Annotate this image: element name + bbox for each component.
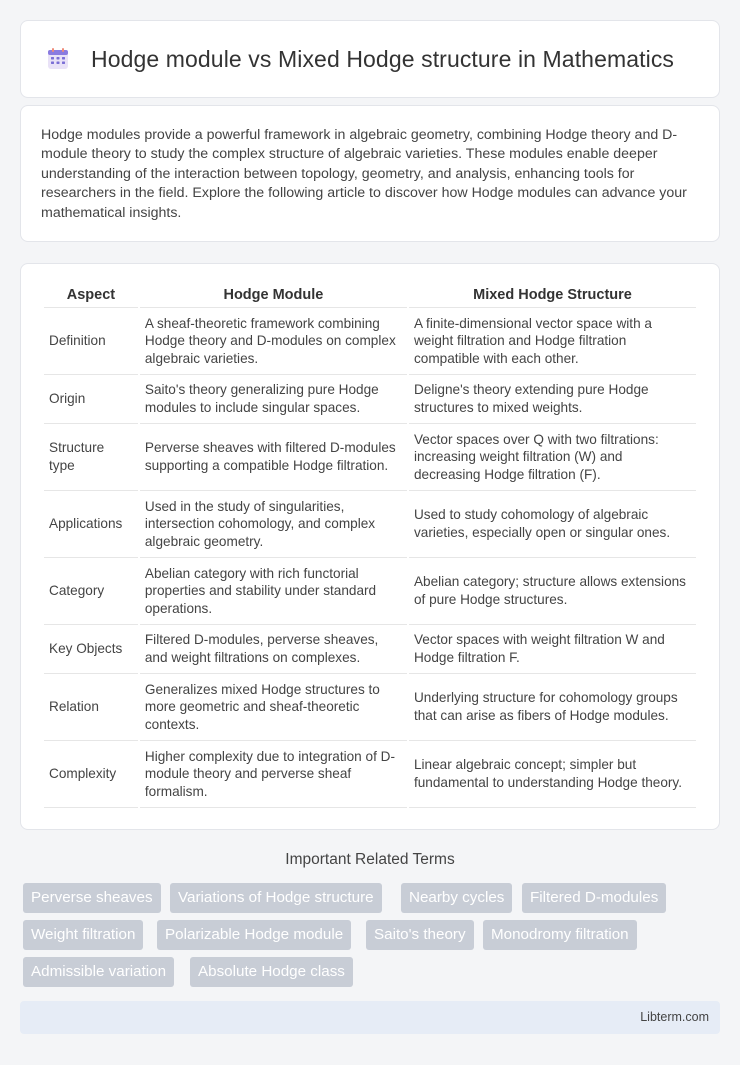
- related-tag[interactable]: Perverse sheaves: [23, 883, 161, 913]
- intro-card: [20, 105, 720, 242]
- table-row: [44, 491, 696, 558]
- table-row: [44, 625, 696, 674]
- row-mixed-hodge: Used to study cohomology of algebraic varieties, especially open or singular ones.: [409, 491, 696, 558]
- row-aspect: Definition: [44, 308, 138, 375]
- related-tag[interactable]: Saito's theory: [366, 920, 474, 950]
- related-tag[interactable]: Admissible variation: [23, 957, 174, 987]
- row-aspect: Key Objects: [44, 625, 138, 674]
- related-tag[interactable]: Weight filtration: [23, 920, 143, 950]
- row-aspect: Category: [44, 558, 138, 625]
- row-aspect: Complexity: [44, 741, 138, 808]
- related-tag[interactable]: Absolute Hodge class: [190, 957, 353, 987]
- table-row: [44, 424, 696, 491]
- row-hodge-module: Abelian category with rich functorial properties and stability under standard operations.: [140, 558, 407, 625]
- row-hodge-module: Filtered D-modules, perverse sheaves, and weight filtrations on complexes.: [140, 625, 407, 674]
- row-hodge-module: Perverse sheaves with filtered D-modules supporting a compatible Hodge filtration.: [140, 424, 407, 491]
- row-mixed-hodge: Linear algebraic concept; simpler but fundamental to understanding Hodge theory.: [409, 741, 696, 808]
- row-hodge-module: Used in the study of singularities, intersection cohomology, and complex algebraic geometry.: [140, 491, 407, 558]
- footer-site-link[interactable]: Libterm.com: [640, 1010, 709, 1024]
- table-row: [44, 674, 696, 741]
- row-hodge-module: Higher complexity due to integration of D-module theory and perverse sheaf formalism.: [140, 741, 407, 808]
- table-row: [44, 375, 696, 424]
- row-mixed-hodge: Abelian category; structure allows extensions of pure Hodge structures.: [409, 558, 696, 625]
- row-aspect: Relation: [44, 674, 138, 741]
- row-hodge-module: Saito's theory generalizing pure Hodge modules to include singular spaces.: [140, 375, 407, 424]
- row-aspect: Applications: [44, 491, 138, 558]
- related-tag[interactable]: Monodromy filtration: [483, 920, 637, 950]
- row-mixed-hodge: Underlying structure for cohomology groups that can arise as fibers of Hodge modules.: [409, 674, 696, 741]
- comparison-card: [20, 263, 720, 830]
- row-mixed-hodge: Vector spaces with weight filtration W and Hodge filtration F.: [409, 625, 696, 674]
- related-terms-title: Important Related Terms: [285, 851, 455, 868]
- row-mixed-hodge: Deligne's theory extending pure Hodge structures to mixed weights.: [409, 375, 696, 424]
- related-tag[interactable]: Variations of Hodge structure: [170, 883, 382, 913]
- row-aspect: Origin: [44, 375, 138, 424]
- row-hodge-module: Generalizes mixed Hodge structures to more geometric and sheaf-theoretic contexts.: [140, 674, 407, 741]
- header-aspect: Aspect: [44, 282, 138, 308]
- row-hodge-module: A sheaf-theoretic framework combining Hodge theory and D-modules on complex algebraic varieties.: [140, 308, 407, 375]
- related-tag[interactable]: Polarizable Hodge module: [157, 920, 351, 950]
- row-mixed-hodge: Vector spaces over Q with two filtrations: increasing weight filtration (W) and decreasing Hodge filtration (F).: [409, 424, 696, 491]
- table-row: [44, 741, 696, 808]
- related-tag[interactable]: Filtered D-modules: [522, 883, 666, 913]
- row-mixed-hodge: A finite-dimensional vector space with a weight filtration and Hodge filtration compatible with each other.: [409, 308, 696, 375]
- table-row: [44, 558, 696, 625]
- header-mixed-hodge-structure: Mixed Hodge Structure: [409, 282, 696, 308]
- page-title: Hodge module vs Mixed Hodge structure in Mathematics: [91, 45, 675, 72]
- related-tag[interactable]: Nearby cycles: [401, 883, 512, 913]
- header-card: [20, 20, 720, 98]
- table-header-row: [44, 282, 696, 308]
- intro-text: Hodge modules provide a powerful framework in algebraic geometry, combining Hodge theory and D-module theory to study the complex structure of algebraic varieties. These modules enable deeper understanding of the interaction between topology, geometry, and analysis, enhancing tools for researchers in the field. Explore the following article to discover how Hodge modules can advance your mathematical insights.: [41, 127, 687, 221]
- header-hodge-module: Hodge Module: [140, 282, 407, 308]
- document-grid-icon: [45, 46, 71, 72]
- footer: [20, 1001, 720, 1034]
- row-aspect: Structure type: [44, 424, 138, 491]
- table-row: [44, 308, 696, 375]
- comparison-table: [42, 282, 698, 808]
